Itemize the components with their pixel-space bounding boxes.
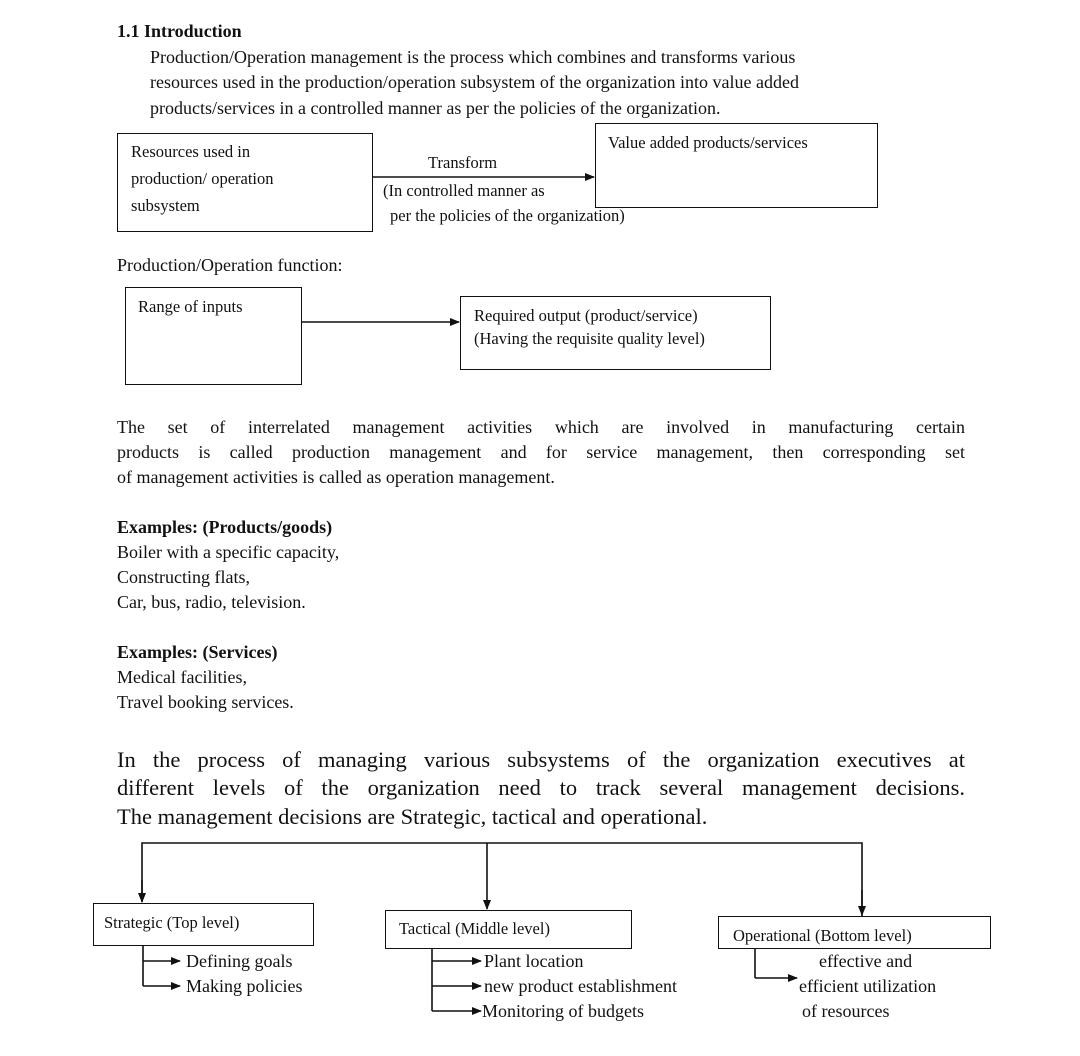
strategic-item: Making policies (186, 976, 303, 996)
intro-line: resources used in the production/operation subsystem of the organization into value added (150, 72, 800, 92)
operational-item: efficient utilization (799, 976, 937, 996)
examples-products-heading: Examples: (Products/goods) (117, 517, 333, 537)
tactical-item: new product establishment (484, 976, 677, 996)
strategic-item: Defining goals (186, 951, 293, 971)
decisions-line: different levels of the organization need to track several management decisions. (117, 775, 965, 800)
operational-item: effective and (819, 951, 913, 971)
example-item: Travel booking services. (117, 692, 294, 712)
example-item: Car, bus, radio, television. (117, 592, 306, 612)
value-added-text: Value added products/services (608, 133, 808, 152)
output-text: Required output (product/service) (474, 306, 698, 325)
examples-services-heading: Examples: (Services) (117, 642, 278, 662)
intro-line: products/services in a controlled manner as per the policies of the organization. (150, 98, 721, 118)
operational-label: Operational (Bottom level) (733, 926, 912, 945)
example-item: Boiler with a specific capacity, (117, 542, 340, 562)
resources-text: production/ operation (131, 169, 274, 188)
decisions-line: In the process of managing various subsystems of the organization executives at (117, 747, 965, 772)
resources-text: subsystem (131, 196, 200, 215)
transform-label: Transform (428, 153, 498, 172)
strategic-label: Strategic (Top level) (104, 913, 240, 932)
operational-item: of resources (802, 1001, 890, 1021)
definition-line: The set of interrelated management activities which are involved in manufacturing certain (117, 417, 965, 437)
resources-text: Resources used in (131, 142, 251, 161)
inputs-text: Range of inputs (138, 297, 243, 316)
definition-line: products is called production management and for service management, then corresponding set (117, 442, 965, 462)
tactical-item: Monitoring of budgets (482, 1001, 644, 1021)
transform-note: (In controlled manner as (383, 181, 545, 200)
output-text: (Having the requisite quality level) (474, 329, 705, 348)
section-heading: 1.1 Introduction (117, 21, 242, 41)
function-label: Production/Operation function: (117, 255, 343, 275)
tactical-item: Plant location (484, 951, 584, 971)
example-item: Medical facilities, (117, 667, 247, 687)
decisions-line: The management decisions are Strategic, tactical and operational. (117, 804, 708, 829)
intro-line: Production/Operation management is the process which combines and transforms various (150, 47, 796, 67)
transform-note: per the policies of the organization) (390, 206, 625, 225)
tactical-label: Tactical (Middle level) (399, 919, 550, 938)
definition-line: of management activities is called as operation management. (117, 467, 555, 487)
example-item: Constructing flats, (117, 567, 250, 587)
